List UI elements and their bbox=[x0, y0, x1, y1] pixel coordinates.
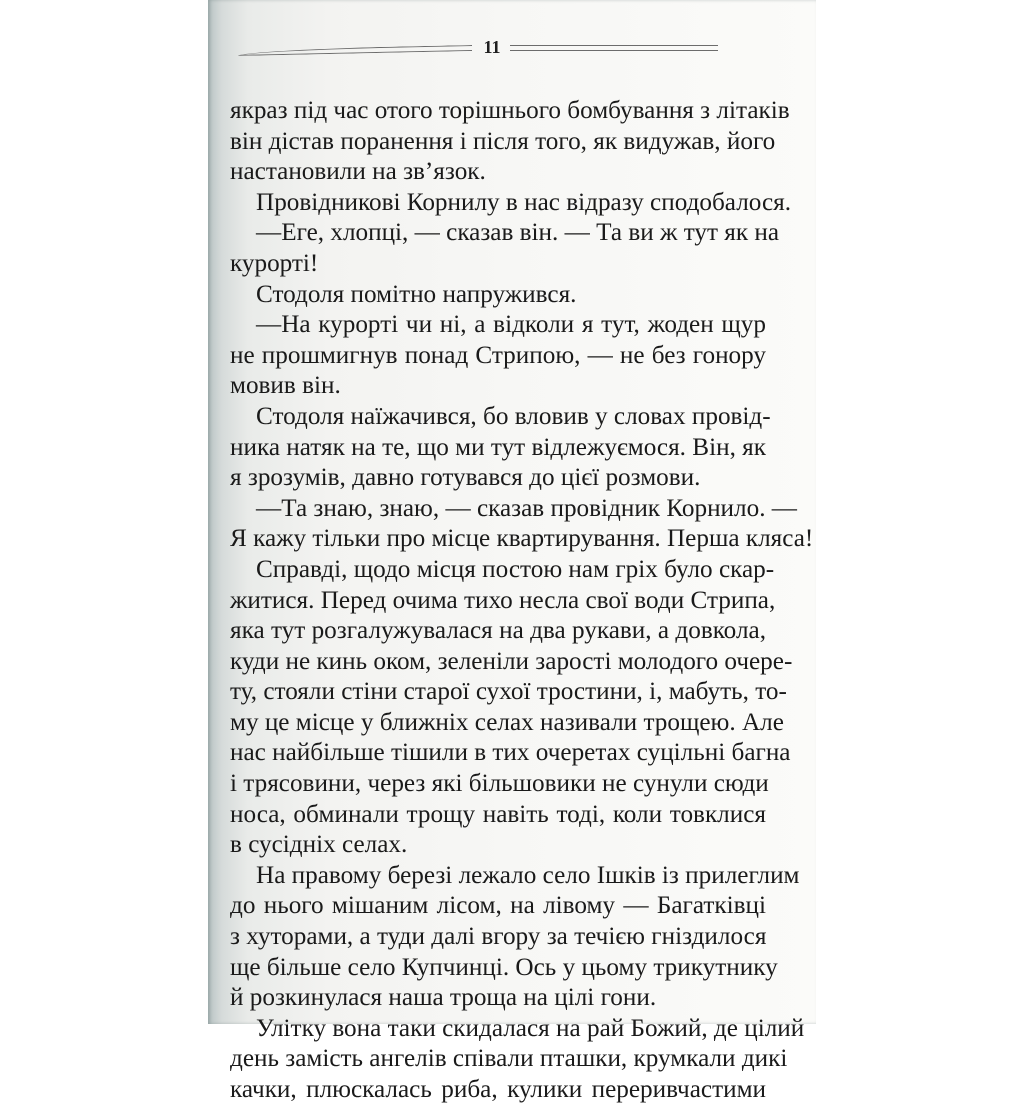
text-line: мовив він. bbox=[230, 372, 341, 400]
text-line: ту, стояли стіни старої сухої тростини, і, мабуть, то- bbox=[230, 678, 787, 706]
text-line: настановили на зв’язок. bbox=[230, 158, 486, 186]
text-line: в сусідніх селах. bbox=[230, 831, 408, 859]
text-line: Стодоля наїжачився, бо вловив у словах провід- bbox=[256, 402, 771, 430]
text-line: —Еге, хлопці, — сказав він. — Та ви ж тут як на bbox=[256, 219, 780, 247]
text-line: Я кажу тільки про місце квартирування. Перша кляса! bbox=[230, 525, 814, 553]
text-line: На правому березі лежало село Ішків із прилеглим bbox=[256, 861, 800, 889]
text-line: куди не кинь оком, зеленіли зарості молодого очере- bbox=[230, 647, 793, 675]
text-line: Справді, щодо місця постою нам гріх було скар- bbox=[256, 555, 775, 583]
text-line: курорті! bbox=[230, 249, 319, 277]
text-line: й розкинулася наша троща на цілі гони. bbox=[230, 984, 657, 1012]
text-line: він дістав поранення і після того, як видужав, його bbox=[230, 127, 776, 155]
text-line: му це місце у ближніх селах називали трощею. Але bbox=[230, 708, 784, 736]
header-rule-left bbox=[238, 45, 472, 56]
text-line: я зрозумів, давно готувався до цієї розмови. bbox=[230, 464, 701, 492]
text-line: яка тут розгалужувалася на два рукави, а довкола, bbox=[230, 617, 766, 645]
text-line: Стодоля помітно напружився. bbox=[256, 280, 577, 308]
text-line: Улітку вона таки скидалася на рай Божий, де цілий bbox=[256, 1014, 805, 1042]
text-line: качки, плюскалась риба, кулики переривчастими bbox=[230, 1076, 766, 1103]
text-line: носа, обминали трощу навіть тоді, коли товклися bbox=[230, 800, 766, 828]
text-line: ще більше село Купчинці. Ось у цьому трикутнику bbox=[230, 953, 778, 981]
body-text bbox=[230, 96, 814, 1106]
text-line: до нього мішаним лісом, на лівому — Багатківці bbox=[230, 892, 766, 920]
text-line: день замість ангелів співали пташки, крумкали дикі bbox=[230, 1045, 788, 1073]
text-line: не прошмигнув понад Стрипою, — не без гонору bbox=[230, 341, 766, 369]
text-line: Провідникові Корнилу в нас відразу сподобалося. bbox=[256, 188, 792, 216]
text-line: —На курорті чи ні, а відколи я тут, жоден щур bbox=[256, 311, 766, 339]
header-rule-right bbox=[510, 45, 718, 51]
text-line: ника натяк на те, що ми тут відлежуємося. Він, як bbox=[230, 433, 766, 461]
text-line: —Та знаю, знаю, — сказав провідник Корнило. — bbox=[256, 494, 797, 522]
running-head bbox=[238, 36, 788, 60]
text-line: якраз під час отого торішнього бомбування з літаків bbox=[230, 97, 790, 124]
text-line: і трясовини, через які більшовики не сунули сюди bbox=[230, 770, 769, 798]
book-page bbox=[208, 0, 816, 1103]
text-line: житися. Перед очима тихо несла свої води Стрипа, bbox=[230, 586, 776, 614]
text-line: з хуторами, а туди далі вгору за течією гніздилося bbox=[230, 923, 767, 951]
page-number: 11 bbox=[483, 37, 501, 57]
text-line: нас найбільше тішили в тих очеретах суцільні багна bbox=[230, 739, 791, 767]
